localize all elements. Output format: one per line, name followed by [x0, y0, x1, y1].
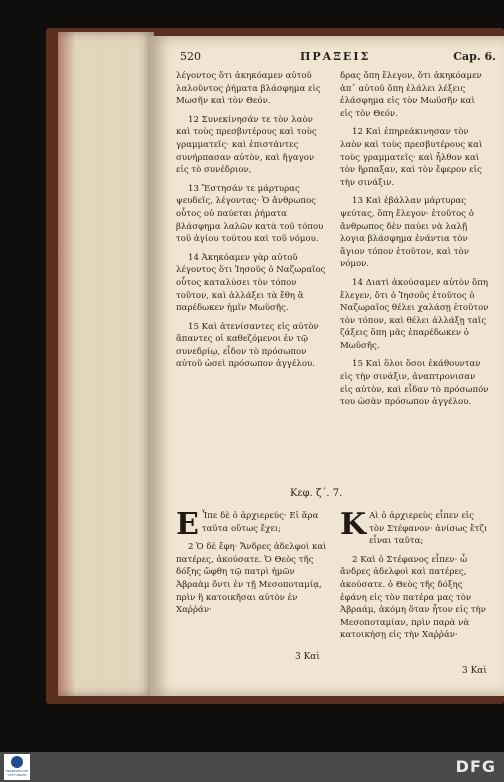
dfg-logo[interactable]: DFG — [455, 757, 496, 776]
drop-cap: Ε — [176, 507, 199, 542]
logo-icon — [11, 756, 23, 768]
chapter-heading: Κεφ. ζ΄. 7. — [290, 488, 343, 499]
right-column-bottom — [340, 507, 490, 648]
verse: 13 Ἔστησάν τε μάρτυρας ψευδεῖς, λέγοντας· Ὁ ἄνθρωπος οὗτος οὐ παύεται ῥήματα βλάσφημα λαλῶν κατὰ τοῦ τόπου τοῦ ἁγίου τούτου καὶ τοῦ νόμου. — [176, 183, 324, 245]
verse: 2 Καὶ ὁ Στέφανος εἶπεν· ὦ ἄνδρες ἀδελφοὶ καὶ πατέρες, ἀκούσατε. ὁ Θεὸς τῆς δόξης ἐφάνη εἰς τὸν πατέρα μας τὸν Ἀβραάμ, ἀκόμη ὅταν ἦτον εἰς τὴν Μεσοποταμίαν, πρὶν παρὰ νὰ κατοικήσῃ εἰς τὴν Χαῤῥάν· — [340, 554, 486, 641]
chapter-label: Cap. 6. — [453, 50, 496, 63]
verse: λέγοντος ὅτι ἀκηκόαμεν αὐτοῦ λαλοῦντος ῥήματα βλάσφημα εἰς Μωσῆν καὶ τὸν Θεόν. — [176, 71, 321, 107]
verse-text: Ἶπε δὲ ὁ ἀρχιερεύς· Εἰ ἄρα ταῦτα οὕτως ἔχει; — [201, 511, 319, 534]
page-number: 520 — [180, 50, 201, 63]
verse: 12 Καὶ ἐπηρεάκινησαν τὸν λαὸν καὶ τοὺς πρεσβυτέρους καὶ τοὺς γραμματεῖς· καὶ ἦλθον καὶ τὸν ἥρπαξαν, καὶ τὸν ἔφερον εἰς τὴν σινάξιν. — [340, 127, 483, 188]
page-edge-shadow — [58, 32, 76, 696]
verse: 12 Συνεκίνησάν τε τὸν λαὸν καὶ τοὺς πρεσβυτέρους καὶ τοὺς γραμματεῖς· καὶ ἐπιστάντες συνήρπασαν αὐτὸν, καὶ ἤγαγον εἰς τὸ συνέδριον, — [176, 114, 317, 176]
verse: 15 Καὶ ἀτενίσαντες εἰς αὐτὸν ἅπαντες οἱ καθεζόμενοι ἐν τῷ συνεδρίῳ, εἶδον τὸ πρόσωπον αὐτοῦ ὡσεὶ πρόσωπον ἀγγέλου. — [176, 321, 319, 370]
left-column-top — [176, 70, 328, 377]
institution-logo[interactable] — [4, 754, 30, 780]
catchword-left: 3 Καὶ — [295, 652, 320, 662]
viewer-footer — [0, 752, 504, 782]
catchword-right: 3 Καὶ — [462, 666, 487, 676]
verse-text: Αὶ ὁ ἀρχιερεὺς εἶπεν εἰς τὸν Στέφανον· ἀνίσως ἔτζι εἶναι ταῦτα; — [369, 511, 488, 547]
running-title: ΠΡΑΞΕΙΣ — [300, 50, 371, 63]
verse: δρας ὅπη ἔλεγον, ὅτι ἀκηκόαμεν ἀπ᾽ αὐτοῦ ὅπη ἐλάλει λέξεις ἐλάσφημα εἰς τὸν Μωϋσῆν καὶ εἰς τὸν Θεόν. — [340, 71, 482, 119]
right-column-top — [340, 70, 490, 415]
verse — [176, 507, 328, 542]
verse: 15 Καὶ ὅλοι ὅσοι ἐκάθουνταν εἰς τὴν σινάξιν, ἀναπτρονισαν εἰς αὐτὸν, καὶ εἶδαν τὸ πρόσωπόν του ὡσὰν πρόσωπον ἀγγέλου. — [340, 359, 489, 408]
book-page — [150, 36, 504, 696]
drop-cap: Κ — [340, 507, 367, 542]
verse: 2 Ὁ δὲ ἔφη· Ἄνδρες ἀδελφοὶ καὶ πατέρες, ἀκούσατε. Ὁ Θεὸς τῆς δόξης ὤφθη τῷ πατρὶ ἡμῶν Ἀβραὰμ ὄντι ἐν τῇ Μεσοποταμίᾳ, πρὶν ἢ κατοικῆσαι αὐτὸν ἐν Χαῤῥάν· — [176, 542, 327, 616]
logo-text: FRANCKESCHE STIFTUNGEN — [5, 769, 29, 777]
verse: 13 Καὶ ἐβάλλαν μάρτυρας ψεύτας, ὅπη ἔλεγον· ἐτοῦτος ὁ ἄνθρωπος δὲν παύει νὰ λαλῇ λογια βλάσφημα ἐνάντια τὸν ἅγιον τόπον ἐτοῦτον, καὶ τὸν νόμον. — [340, 196, 474, 270]
left-column-bottom — [176, 507, 328, 623]
verse: 14 Διατὶ ἀκούσαμεν αὐτὸν ὅπη ἔλεγεν, ὅτι ὁ Ἰησοῦς ἐτοῦτος ὁ Ναζωραῖος θέλει χαλάσῃ ἐτοῦτον τὸν τόπον, καὶ θέλει ἀλλάξῃ ταῖς ζάξεις ὅπη μᾶς ἐπαρέδωκεν ὁ Μωϋσῆς. — [340, 277, 489, 351]
verse — [340, 507, 490, 548]
verse: 14 Ἀκηκόαμεν γὰρ αὐτοῦ λέγοντος ὅτι Ἰησοῦς ὁ Ναζωραῖος οὗτος καταλύσει τὸν τόπον τοῦτον, καὶ ἀλλάξει τὰ ἔθη ἃ παρέδωκεν ἡμῖν Μωϋσῆς. — [176, 252, 326, 314]
